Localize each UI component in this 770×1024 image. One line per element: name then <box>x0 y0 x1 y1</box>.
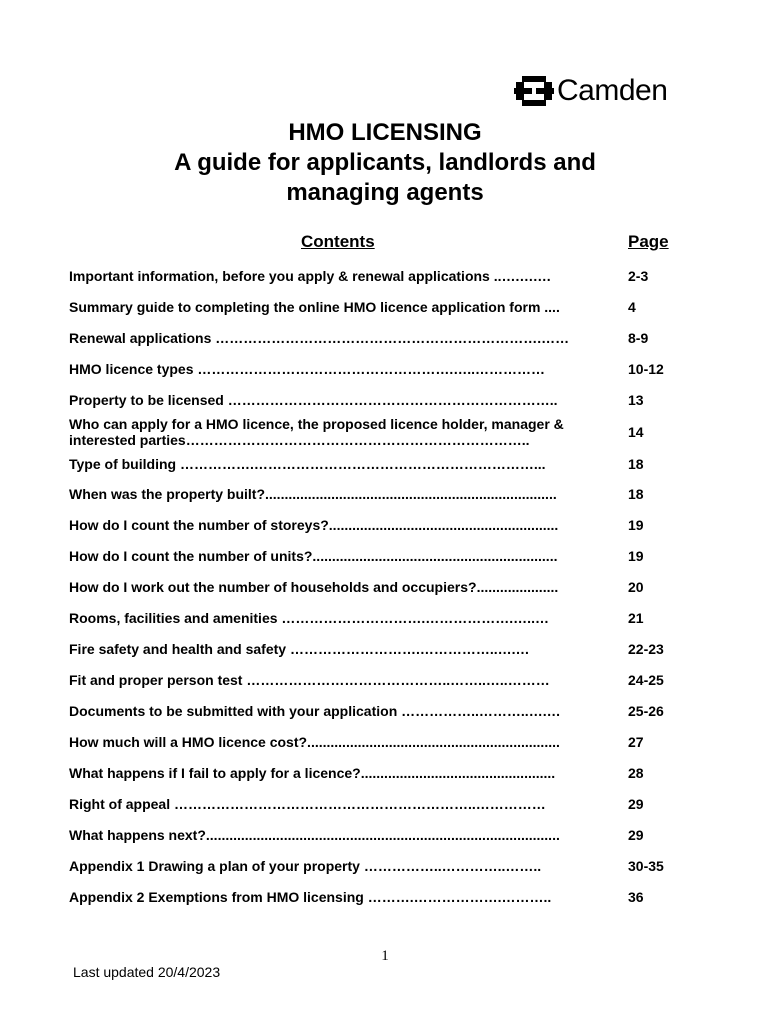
toc-entry-page: 21 <box>628 609 644 626</box>
toc-entry-page: 25-26 <box>628 702 664 719</box>
toc-row[interactable] <box>69 571 679 602</box>
toc-entry-page: 27 <box>628 733 644 750</box>
toc-row[interactable] <box>69 353 679 384</box>
contents-heading: Contents <box>301 232 375 251</box>
toc-row[interactable] <box>69 322 679 353</box>
toc-entry-page: 20 <box>628 578 644 595</box>
toc-entry-page: 2-3 <box>628 267 649 284</box>
toc-row[interactable] <box>69 819 679 850</box>
toc-entry-label: What happens if I fail to apply for a licence?.................................................. <box>69 764 556 781</box>
title-line-2: A guide for applicants, landlords and <box>174 149 596 176</box>
toc-entry-page: 8-9 <box>628 329 649 346</box>
title-line-1: HMO LICENSING <box>288 119 482 146</box>
document-title <box>0 118 770 208</box>
toc-entry-label: Summary guide to completing the online HMO licence application form .... <box>69 298 560 315</box>
toc-entry-page: 24-25 <box>628 671 664 688</box>
toc-entry-label: Appendix 2 Exemptions from HMO licensing ……….……………….……….. <box>69 888 552 905</box>
toc-entry-page: 13 <box>628 391 644 408</box>
toc-entry-label: Renewal applications …………………………………………………………….…… <box>69 329 570 346</box>
table-of-contents <box>69 260 679 912</box>
toc-entry-label: Right of appeal ………………………………………………………..…………… <box>69 795 546 812</box>
toc-row[interactable] <box>69 757 679 788</box>
toc-row[interactable] <box>69 695 679 726</box>
toc-entry-page: 14 <box>628 423 644 440</box>
toc-entry-label: Documents to be submitted with your application ……………..………..….… <box>69 702 561 719</box>
toc-entry-page: 30-35 <box>628 857 664 874</box>
toc-entry-label: Who can apply for a HMO licence, the proposed licence holder, manager & interested parties……………………………………………………………….. <box>69 415 564 448</box>
toc-entry-page: 19 <box>628 547 644 564</box>
toc-row[interactable] <box>69 881 679 912</box>
toc-row[interactable] <box>69 726 679 757</box>
toc-entry-label: How much will a HMO licence cost?................................................................. <box>69 733 560 750</box>
toc-entry-label: How do I count the number of units?............................................................... <box>69 547 558 564</box>
toc-row[interactable] <box>69 479 679 509</box>
page-column-heading: Page <box>628 232 669 251</box>
toc-row[interactable] <box>69 415 679 448</box>
toc-entry-label: HMO licence types ……………………………………………….…..…………… <box>69 360 546 377</box>
toc-entry-label: Type of building …………….……………………………………………………... <box>69 455 546 472</box>
toc-entry-label: What happens next?........................................................................................... <box>69 826 560 843</box>
last-updated: Last updated 20/4/2023 <box>73 964 221 980</box>
toc-entry-label: Rooms, facilities and amenities ………………………….……………….…..… <box>69 609 549 626</box>
toc-entry-label: Fit and proper person test ……………………………………..……..…..……… <box>69 671 550 688</box>
toc-row[interactable] <box>69 633 679 664</box>
toc-entry-page: 28 <box>628 764 644 781</box>
toc-entry-page: 10-12 <box>628 360 664 377</box>
toc-entry-page: 4 <box>628 298 636 315</box>
toc-row[interactable] <box>69 448 679 479</box>
toc-entry-label: Fire safety and health and safety ……………………….……………..….… <box>69 640 530 657</box>
camden-logo <box>514 72 667 110</box>
toc-entry-page: 22-23 <box>628 640 664 657</box>
toc-entry-page: 18 <box>628 455 644 472</box>
toc-row[interactable] <box>69 664 679 695</box>
toc-entry-label: Appendix 1 Drawing a plan of your property ……………..…………..…….. <box>69 857 542 874</box>
toc-entry-label: How do I count the number of storeys?........................................................... <box>69 516 559 533</box>
toc-entry-page: 29 <box>628 826 644 843</box>
toc-row[interactable] <box>69 602 679 633</box>
toc-row[interactable] <box>69 788 679 819</box>
camden-emblem-icon <box>514 74 554 108</box>
toc-entry-page: 29 <box>628 795 644 812</box>
toc-entry-page: 19 <box>628 516 644 533</box>
toc-entry-label: How do I work out the number of households and occupiers?..................... <box>69 578 559 595</box>
toc-row[interactable] <box>69 384 679 415</box>
title-line-3: managing agents <box>286 179 484 206</box>
toc-row[interactable] <box>69 291 679 322</box>
toc-row[interactable] <box>69 509 679 540</box>
toc-entry-label: When was the property built?........................................................................... <box>69 486 557 502</box>
toc-row[interactable] <box>69 540 679 571</box>
toc-entry-page: 36 <box>628 888 644 905</box>
toc-entry-label: Property to be licensed …………………………………………………………….. <box>69 391 558 408</box>
toc-entry-label: Important information, before you apply & renewal applications ..….….… <box>69 267 552 284</box>
toc-row[interactable] <box>69 260 679 291</box>
toc-entry-page: 18 <box>628 486 644 502</box>
page-number: 1 <box>381 948 389 964</box>
camden-logo-text: Camden <box>557 74 668 107</box>
toc-row[interactable] <box>69 850 679 881</box>
